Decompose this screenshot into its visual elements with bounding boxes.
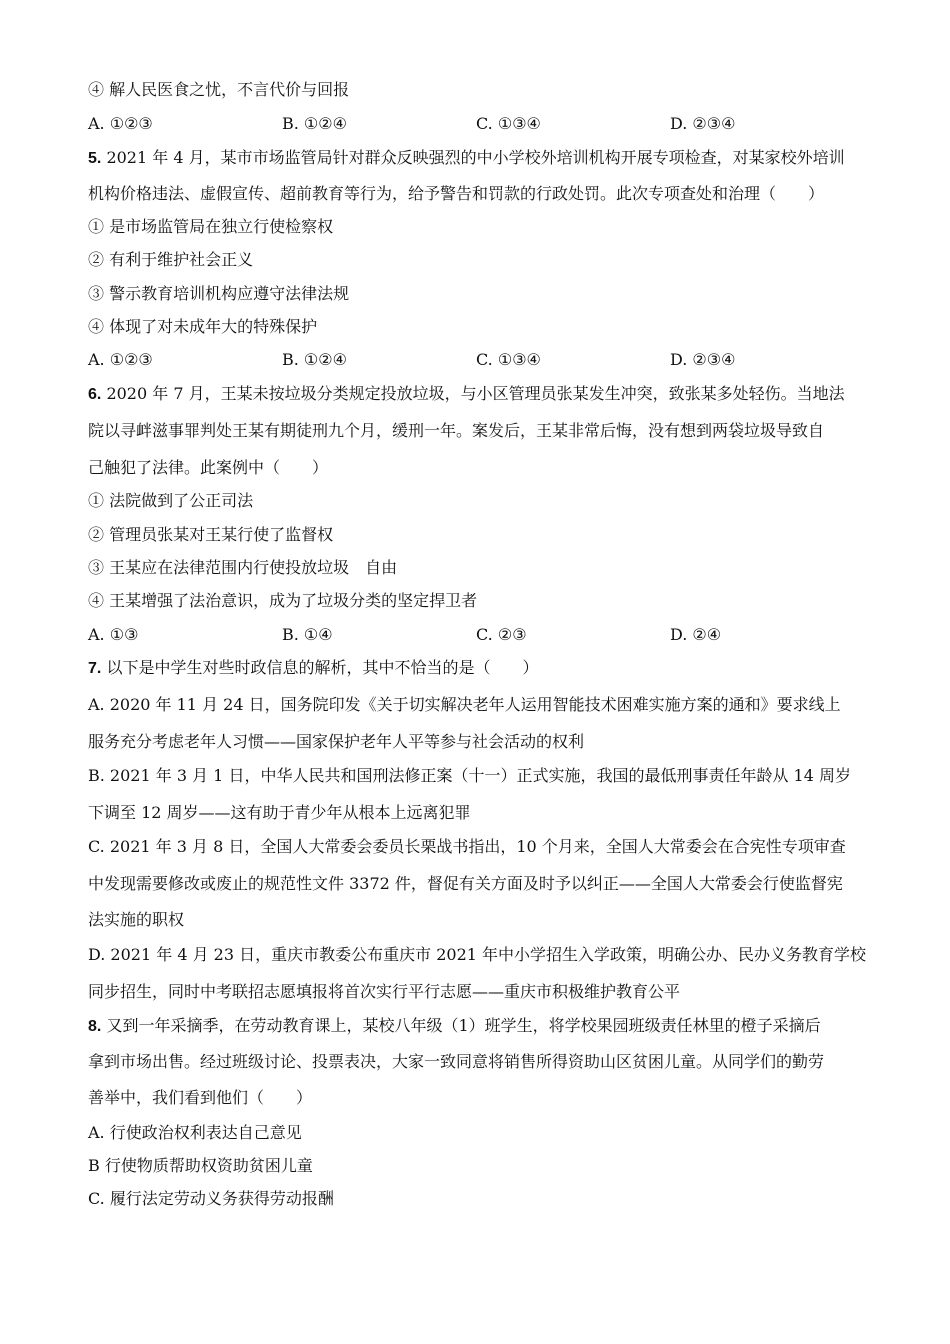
q7-choice-a-line-1[interactable]: A. 2020 年 11 月 24 日，国务院印发《关于切实解决老年人运用智能技术困难实施方案的通和》要求线上 <box>88 695 841 714</box>
q6-option-c[interactable]: C. ②③ <box>476 625 527 644</box>
q7-choice-c-line-1[interactable]: C. 2021 年 3 月 8 日，全国人大常委会委员长栗战书指出，10 个月来，全国人大常委会在合宪性专项审查 <box>88 837 846 856</box>
q7-choice-d-line-1[interactable]: D. 2021 年 4 月 23 日，重庆市教委公布重庆市 2021 年中小学招生入学政策，明确公办、民办义务教育学校 <box>88 945 867 964</box>
q8-stem-line-1: 8. 又到一年采摘季，在劳动教育课上，某校八年级（1）班学生，将学校果园班级责任林里的橙子采摘后 <box>88 1016 821 1035</box>
q6-item-2: ② 管理员张某对王某行使了监督权 <box>88 525 334 544</box>
q8-stem-line-2: 拿到市场出售。经过班级讨论、投票表决，大家一致同意将销售所得资助山区贫困儿童。从同学们的勤劳 <box>88 1052 825 1071</box>
q5-item-2: ② 有利于维护社会正义 <box>88 250 254 269</box>
q6-number: 6. <box>88 386 102 403</box>
q8-choice-b[interactable]: B 行使物质帮助权资助贫困儿童 <box>88 1156 313 1175</box>
q5-options <box>88 350 868 370</box>
q4-option-b[interactable]: B. ①②④ <box>282 114 347 133</box>
q5-option-b[interactable]: B. ①②④ <box>282 350 347 369</box>
q5-stem-line-2: 机构价格违法、虚假宣传、超前教育等行为，给予警告和罚款的行政处罚。此次专项查处和治理（ ） <box>88 184 825 203</box>
q7-number: 7. <box>88 660 102 677</box>
q6-item-3: ③ 王某应在法律范围内行使投放垃圾 自由 <box>88 558 398 577</box>
q4-option-c[interactable]: C. ①③④ <box>476 114 541 133</box>
q5-option-a[interactable]: A. ①②③ <box>88 350 153 369</box>
q5-option-d[interactable]: D. ②③④ <box>670 350 736 369</box>
q4-option-d[interactable]: D. ②③④ <box>670 114 736 133</box>
q7-choice-a-line-2[interactable]: 服务充分考虑老年人习惯——国家保护老年人平等参与社会活动的权利 <box>88 732 585 751</box>
q5-stem-line-1: 5. 2021 年 4 月，某市市场监管局针对群众反映强烈的中小学校外培训机构开展专项检查，对某家校外培训 <box>88 148 845 167</box>
q6-item-1: ① 法院做到了公正司法 <box>88 491 254 510</box>
q8-choice-a[interactable]: A. 行使政治权利表达自己意见 <box>88 1123 302 1142</box>
q7-choice-c-line-3[interactable]: 法实施的职权 <box>88 910 185 929</box>
q7-choice-c-line-2[interactable]: 中发现需要修改或废止的规范性文件 3372 件，督促有关方面及时予以纠正——全国人大常委会行使监督宪 <box>88 874 843 893</box>
q7-choice-d-line-2[interactable]: 同步招生，同时中考联招志愿填报将首次实行平行志愿——重庆市积极维护教育公平 <box>88 982 681 1001</box>
q8-choice-c[interactable]: C. 履行法定劳动义务获得劳动报酬 <box>88 1189 334 1208</box>
q8-stem-line-3: 善举中，我们看到他们（ ） <box>88 1088 313 1107</box>
q6-option-a[interactable]: A. ①③ <box>88 625 139 644</box>
q5-number: 5. <box>88 150 102 167</box>
q5-item-3: ③ 警示教育培训机构应遵守法律法规 <box>88 284 350 303</box>
q4-item-4: ④ 解人民医食之忧，不言代价与回报 <box>88 80 350 99</box>
q6-item-4: ④ 王某增强了法治意识，成为了垃圾分类的坚定捍卫者 <box>88 591 478 610</box>
q4-options <box>88 114 868 134</box>
q5-item-1: ① 是市场监管局在独立行使检察权 <box>88 217 334 236</box>
q8-number: 8. <box>88 1018 102 1035</box>
q6-options <box>88 625 868 645</box>
q6-option-d[interactable]: D. ②④ <box>670 625 722 644</box>
q7-choice-b-line-1[interactable]: B. 2021 年 3 月 1 日，中华人民共和国刑法修正案（十一）正式实施，我国的最低刑事责任年龄从 14 周岁 <box>88 766 851 785</box>
q5-option-c[interactable]: C. ①③④ <box>476 350 541 369</box>
q6-stem-line-2: 院以寻衅滋事罪判处王某有期徒刑九个月，缓刑一年。案发后，王某非常后悔，没有想到两袋垃圾导致自 <box>88 421 825 440</box>
q6-option-b[interactable]: B. ①④ <box>282 625 333 644</box>
q5-item-4: ④ 体现了对未成年大的特殊保护 <box>88 317 318 336</box>
q6-stem-line-1: 6. 2020 年 7 月，王某未按垃圾分类规定投放垃圾，与小区管理员张某发生冲突，致张某多处轻伤。当地法 <box>88 384 845 403</box>
q7-stem: 7. 以下是中学生对些时政信息的解析，其中不恰当的是（ ） <box>88 658 539 677</box>
q6-stem-line-3: 己触犯了法律。此案例中（ ） <box>88 458 329 477</box>
q4-option-a[interactable]: A. ①②③ <box>88 114 153 133</box>
q7-choice-b-line-2[interactable]: 下调至 12 周岁——这有助于青少年从根本上远离犯罪 <box>88 803 471 822</box>
